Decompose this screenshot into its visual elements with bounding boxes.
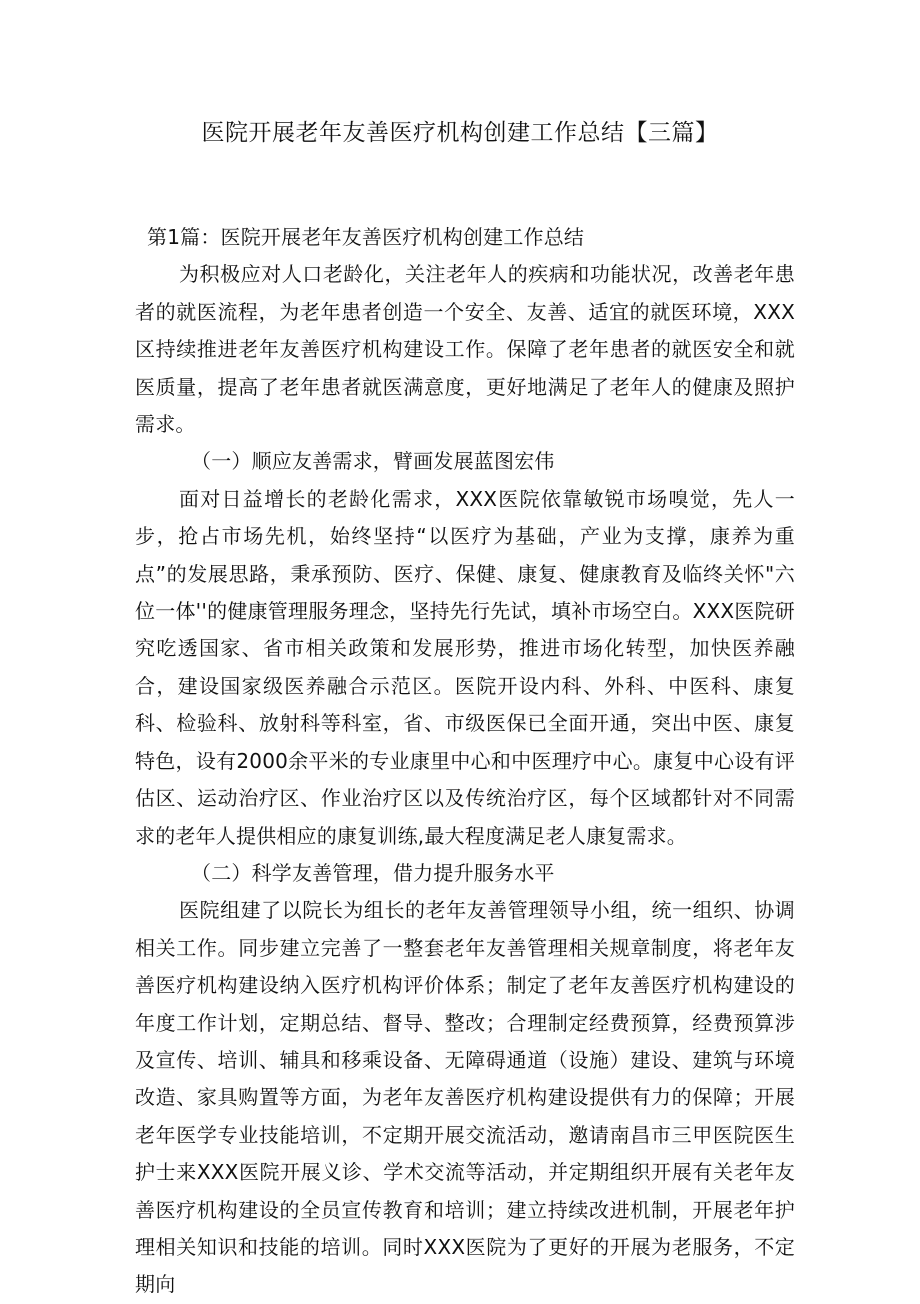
section-label: 第1篇：医院开展老年友善医疗机构创建工作总结 [147,225,585,249]
subheading-1: （一）顺应友善需求，臂画发展蓝图宏伟 [191,449,555,474]
paragraph-2: 医院组建了以院长为组长的老年友善管理领导小组，统一组织、协调相关工作。同步建立完善了一整套老年友善管理相关规章制度，将老年友善医疗机构建设纳入医疗机构评价体系；制定了老年友善医疗机构建设的年度工作计划，定期总结、督导、整改；合理制定经费预算，经费预算涉及宣传、培训、辅具和移乘设备、无障碍通道（设施）建设、建筑与环境改造、家具购置等方面，为老年友善医疗机构建设提供有力的保障；开展老年医学专业技能培训，不定期开展交流活动，邀请南昌市三甲医院医生护士来XXX医院开展义诊、学术交流等活动，并定期组织开展有关老年友善医疗机构建设的全员宣传教育和培训；建立持续改进机制，开展老年护理相关知识和技能的培训。同时XXX医院为了更好的开展为老服务，不定期向 [135,898,795,1297]
document-title: 医院开展老年友善医疗机构创建工作总结【三篇】 [201,120,719,146]
subheading-2: （二）科学友善管理，借力提升服务水平 [191,860,555,885]
paragraph-1: 面对日益增长的老龄化需求，XXX医院依靠敏锐市场嗅觉，先人一步，抢占市场先机，始终坚持“以医疗为基础，产业为支撑，康养为重点”的发展思路，秉承预防、医疗、保健、康复、健康教育及临终关怀"六位一体''的健康管理服务理念，坚持先行先试，填补市场空白。XXX医院研究吃透国家、省市相关政策和发展形势，推进市场化转型，加快医养融合，建设国家级医养融合示范区。医院开设内科、外科、中医科、康复科、检验科、放射科等科室，省、市级医保已全面开通，突出中医、康复特色，设有2000余平米的专业康里中心和中医理疗中心。康复中心设有评估区、运动治疗区、作业治疗区以及传统治疗区，每个区域都针对不同需求的老年人提供相应的康复训练,最大程度满足老人康复需求。 [135,486,795,848]
paragraph-intro: 为积极应对人口老龄化，关注老年人的疾病和功能状况，改善老年患者的就医流程，为老年患者创造一个安全、友善、适宜的就医环境，XXX区持续推进老年友善医疗机构建设工作。保障了老年患者的就医安全和就医质量，提高了老年患者就医满意度，更好地满足了老年人的健康及照护需求。 [135,262,795,437]
document-body [135,219,795,1304]
